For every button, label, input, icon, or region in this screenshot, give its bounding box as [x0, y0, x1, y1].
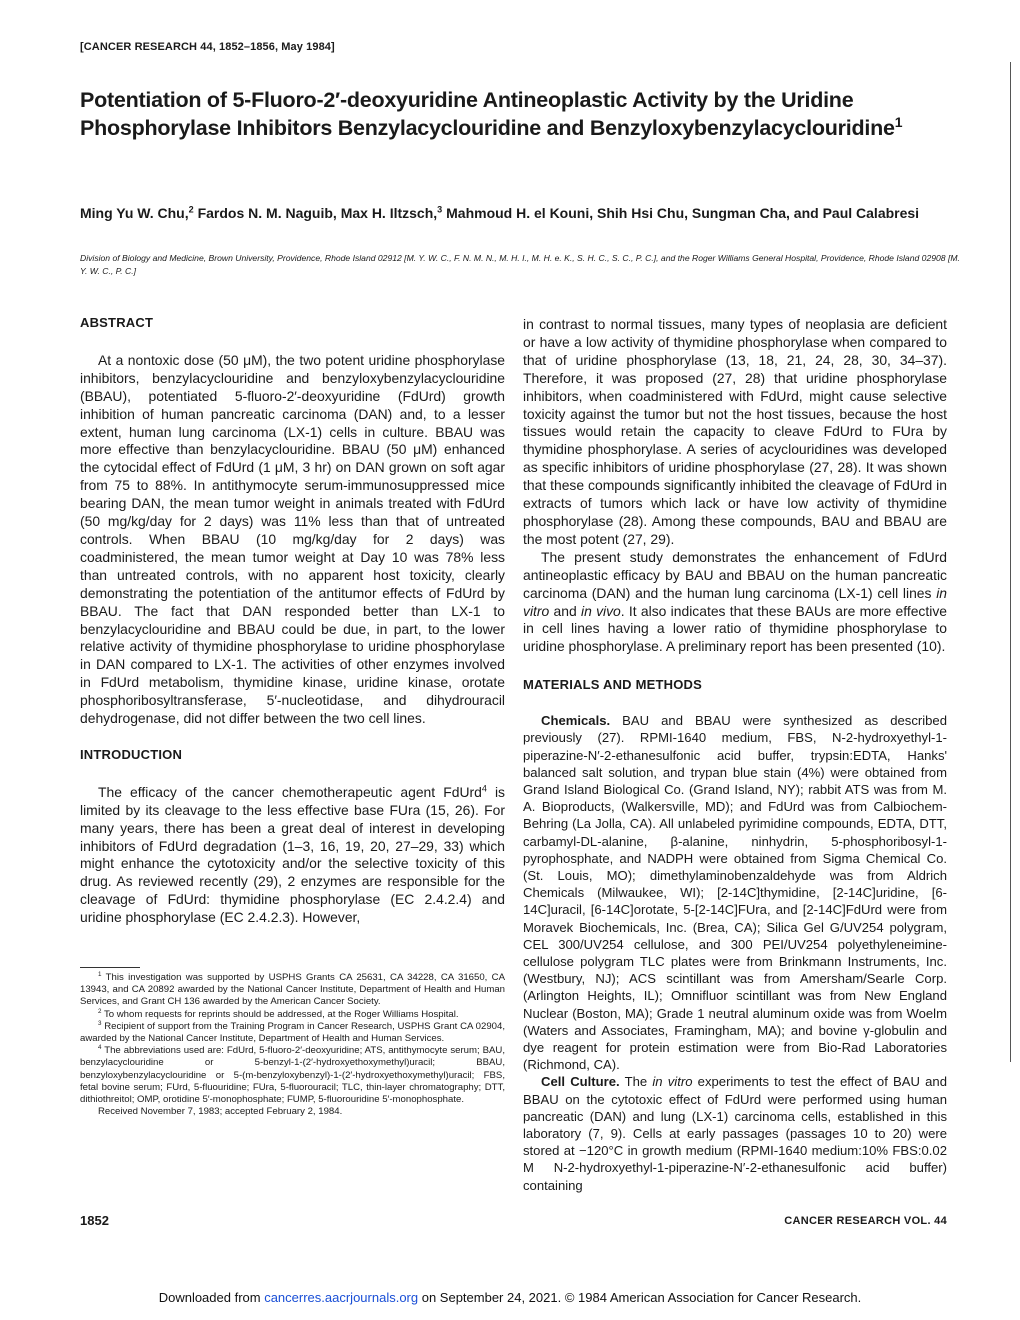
title-footnote-mark: 1 — [894, 113, 903, 130]
footnote-4-text: The abbreviations used are: FdUrd, 5-fluoro-2′-deoxyuridine; ATS, antithymocyte serum; BAU, benzylacyclouridine or 5-benzyl-1-(2′-hydroxyethoxymethyl)uracil; BBAU, benzyloxybenzylacyclouridine or 5-(m-benzyloxybenzyl)-1-(2′-hydroxyethoxymethyl)uracil; FBS, fetal bovine serum; FUrd, 5-fluouridine; FUra, 5-fluorouracil; TLC, thin-layer chromatography; DTT, dithiothreitol; OMP, orotidine 5′-monophosphate; FUMP, 5-fluorouridine 5′-monophosphate. — [80, 1045, 505, 1106]
right-column — [523, 316, 947, 1194]
download-suffix: on September 24, 2021. © 1984 American Association for Cancer Research. — [418, 1290, 862, 1305]
cell-culture-label: Cell Culture. — [541, 1074, 620, 1090]
footnotes — [80, 967, 505, 1118]
present-study-paragraph — [523, 549, 947, 656]
journal-reference: [CANCER RESEARCH 44, 1852–1856, May 1984] — [80, 41, 335, 53]
intro-text-start: The efficacy of the cancer chemotherapeutic agent FdUrd — [98, 783, 482, 800]
author-note-3: 3 — [437, 204, 443, 215]
present-study-and: and — [549, 602, 581, 619]
author-group-3: Mahmoud H. el Kouni, Shih Hsi Chu, Sungman Cha, and Paul Calabresi — [442, 205, 920, 221]
abstract-heading: ABSTRACT — [80, 315, 154, 330]
cell-culture-paragraph — [523, 1073, 947, 1193]
running-footer: CANCER RESEARCH VOL. 44 — [784, 1215, 947, 1227]
footnote-1-text: This investigation was supported by USPHS Grants CA 25631, CA 34228, CA 31650, CA 13943, and CA 20892 awarded by the National Cancer Institute, Department of Health and Human Services, and Grant CH 136 awarded by the American Cancer Society. — [80, 972, 505, 1008]
footnote-2 — [80, 1009, 505, 1021]
chemicals-paragraph — [523, 712, 947, 1073]
culture-in-vitro-term: in vitro — [652, 1074, 693, 1090]
journal-site-link[interactable]: cancerres.aacrjournals.org — [264, 1290, 419, 1305]
cell-culture-text: experiments to test the effect of BAU and BBAU on the cytotoxic effect of FdUrd were performed using human pancreatic (DAN) and lung (LX-1) carcinoma cells, established in this laboratory (7, 9). Cells at early passages (passages 10 to 20) were stored at −120°C in growth medium (RPMI-1640 medium:10% FBS:0.02 M N-2-hydroxyethyl-1-piperazine-N′-2-ethanesulfonic acid buffer) containing — [523, 1074, 947, 1193]
footnote-4 — [80, 1045, 505, 1106]
cell-culture-text-start: The — [619, 1074, 653, 1090]
intro-continued-paragraph: in contrast to normal tissues, many types of neoplasia are deficient or have a low activity of thymidine phosphorylase when compared to that of uridine phosphorylase (13, 18, 21, 24, 28, 30, 34–37). Therefore, it was proposed (27, 28) that uridine phosphorylase inhibitors, when coadministered with FdUrd, might cause selective toxicity against the tumor but not the host tissues, because the host tissues would retain the capacity to cleave FdUrd to FUra by thymidine phosphorylase. A series of acyclouridines was developed as specific inhibitors of uridine phosphorylase (27, 28). It was shown that these compounds significantly inhibited the cleavage of FdUrd in extracts of tumors which lack or have low activity of thymidine phosphorylase (28). Among these compounds, BAU and BBAU are the most potent (27, 29). — [523, 316, 947, 547]
scan-edge-line — [1010, 62, 1011, 1062]
article-title — [80, 86, 960, 142]
left-column — [80, 314, 505, 927]
author-chu: Ming Yu W. Chu, — [80, 205, 189, 221]
footnote-2-text: To whom requests for reprints should be addressed, at the Roger Williams Hospital. — [101, 1008, 459, 1020]
footnote-3-text: Recipient of support from the Training Program in Cancer Research, USPHS Grant CA 02904, awarded by the National Cancer Institute, Department of Health and Human Services. — [80, 1020, 505, 1045]
abstract-text: At a nontoxic dose (50 μM), the two potent uridine phosphorylase inhibitors, benzylacyclouridine and benzyloxybenzylacyclouridine (BBAU), potentiated 5-fluoro-2′-deoxyuridine (FdUrd) growth inhibition of human pancreatic carcinoma (DAN) and, to a lesser extent, human lung carcinoma (LX-1) cells in culture. BBAU was more effective than benzylacyclouridine. BBAU (50 μM) enhanced the cytocidal effect of FdUrd (1 μM, 3 hr) on DAN grown on soft agar from 75 to 88%. In antithymocyte serum-immunosuppressed mice bearing DAN, the mean tumor weight in animals treated with FdUrd (50 mg/kg/day for 2 days) was 11% less than that of untreated controls. When BBAU (10 mg/kg/day for 2 days) was coadministered, the mean tumor weight at Day 10 was 78% less than untreated controls, with no apparent host toxicity, clearly demonstrating the potentiation of the antitumor effects of FdUrd by BBAU. The fact that DAN responded better than LX-1 to benzylacyclouridine and BBAU could be due, in part, to the lower relative activity of thymidine phosphorylase to uridine phosphorylase in DAN compared to LX-1. The activities of other enzymes involved in FdUrd metabolism, thymidine kinase, uridine kinase, orotate phosphoribosyltransferase, 5′-nucleotidase, and dihydrouracil dehydrogenase, did not differ between the two cell lines. — [80, 351, 505, 727]
footnote-3-mark: 3 — [98, 1019, 102, 1027]
intro-text-rest: is limited by its cleavage to the less effective base FUra (15, 26). For many years, there has been a great deal of interest in developing inhibitors of FdUrd degradation (1–3, 16, 19, 20, 27–29, 33) which might enhance the cytotoxicity and/or the selective toxicity of this drug. As reviewed recently (29), 2 enzymes are responsible for the cleavage of FdUrd: thymidine phosphorylase (EC 2.4.2.4) and uridine phosphorylase (EC 2.4.2.3). However, — [80, 783, 505, 926]
footnote-1 — [80, 972, 505, 1009]
download-prefix: Downloaded from — [158, 1290, 265, 1305]
author-list — [80, 204, 960, 223]
introduction-paragraph — [80, 784, 505, 927]
author-group-2: Fardos N. M. Naguib, Max H. Iltzsch, — [193, 205, 438, 221]
footnote-3 — [80, 1021, 505, 1045]
chemicals-label: Chemicals. — [541, 713, 611, 729]
present-study-text: The present study demonstrates the enhancement of FdUrd antineoplastic efficacy by BAU and BBAU on the human pancreatic carcinoma (DAN) and the human lung carcinoma (LX-1) cell lines — [523, 548, 947, 601]
received-dates: Received November 7, 1983; accepted February 2, 1984. — [98, 1106, 343, 1118]
footnote-1-mark: 1 — [98, 970, 102, 978]
in-vivo-term: in vivo — [580, 602, 621, 619]
footnote-4-mark: 4 — [98, 1044, 102, 1052]
affiliation: Division of Biology and Medicine, Brown University, Providence, Rhode Island 02912 [M. Y. W. C., F. N. M. N., M. H. I., M. H. e. K., S. H. C., S. C., P. C.], and the Roger Williams General Hospital, Providence, Rhode Island 02908 [M. Y. W. C., P. C.] — [80, 253, 960, 276]
methods-body — [523, 712, 947, 1194]
in-vitro-term: in vitro — [523, 584, 947, 619]
author-note-2: 2 — [188, 204, 194, 215]
present-study-text-end: . It also indicates that these BAUs are more effective in cell lines having a lower ratio of thymidine phosphorylase to uridine phosphorylase. A preliminary report has been presented (10). — [523, 602, 947, 655]
abbrev-footnote-mark: 4 — [481, 783, 487, 794]
footnote-rule — [80, 967, 140, 968]
footnote-2-mark: 2 — [98, 1007, 102, 1015]
introduction-heading: INTRODUCTION — [80, 746, 183, 762]
methods-heading: MATERIALS AND METHODS — [523, 677, 702, 693]
download-notice — [120, 1290, 900, 1305]
article-title-text: Potentiation of 5-Fluoro-2′-deoxyuridine Antineoplastic Activity by the Uridine Phosphorylase Inhibitors Benzylacyclouridine and Benzyloxybenzylacyclouridine — [80, 88, 895, 140]
chemicals-text: BAU and BBAU were synthesized as described previously (27). RPMI-1640 medium, FBS, N-2-hydroxyethyl-1-piperazine-N′-2-ethanesulfonic acid buffer, trypsin:EDTA, Hanks' balanced salt solution, and trypan blue stain (4%) were obtained from Grand Island Biological Co. (Grand Island, NY); rabbit ATS was from M. A. Bioproducts, (Walkersville, MD); and FdUrd was from Calbiochem-Behring (La Jolla, CA). All unlabeled pyrimidine compounds, EDTA, DTT, carbamyl-DL-alanine, β-alanine, ninhydrin, 5-phosphoribosyl-1-pyrophosphate, and NADPH were obtained from Sigma Chemical Co. (St. Louis, MO); dimethylaminobenzaldehyde was from Aldrich Chemicals (Milwaukee, WI); [2-14C]thymidine, [2-14C]uridine, [6-14C]uracil, [6-14C]orotate, 5-[2-14C]FUra, and [2-14C]FdUrd were from Moravek Biochemicals, Inc. (Brea, CA); Silica Gel G/UV254 polygram, CEL 300/UV254 cellulose, and 300 PEI/UV254 polyethyleneimine-cellulose polygram TLC plates were from Brinkmann Instruments, Inc. (Westbury, NJ); ACS scintillant was from Amersham/Searle Corp. (Arlington Heights, IL); Omnifluor scintillant was from New England Nuclear (Boston, MA); Grade 1 neutral aluminum oxide was from Woelm (Waters and Associates, Framingham, MA); and bovine γ-globulin and dye reagent for protein estimation were from Bio-Rad Laboratories (Richmond, CA). — [523, 713, 947, 1073]
page-number: 1852 — [80, 1213, 109, 1228]
